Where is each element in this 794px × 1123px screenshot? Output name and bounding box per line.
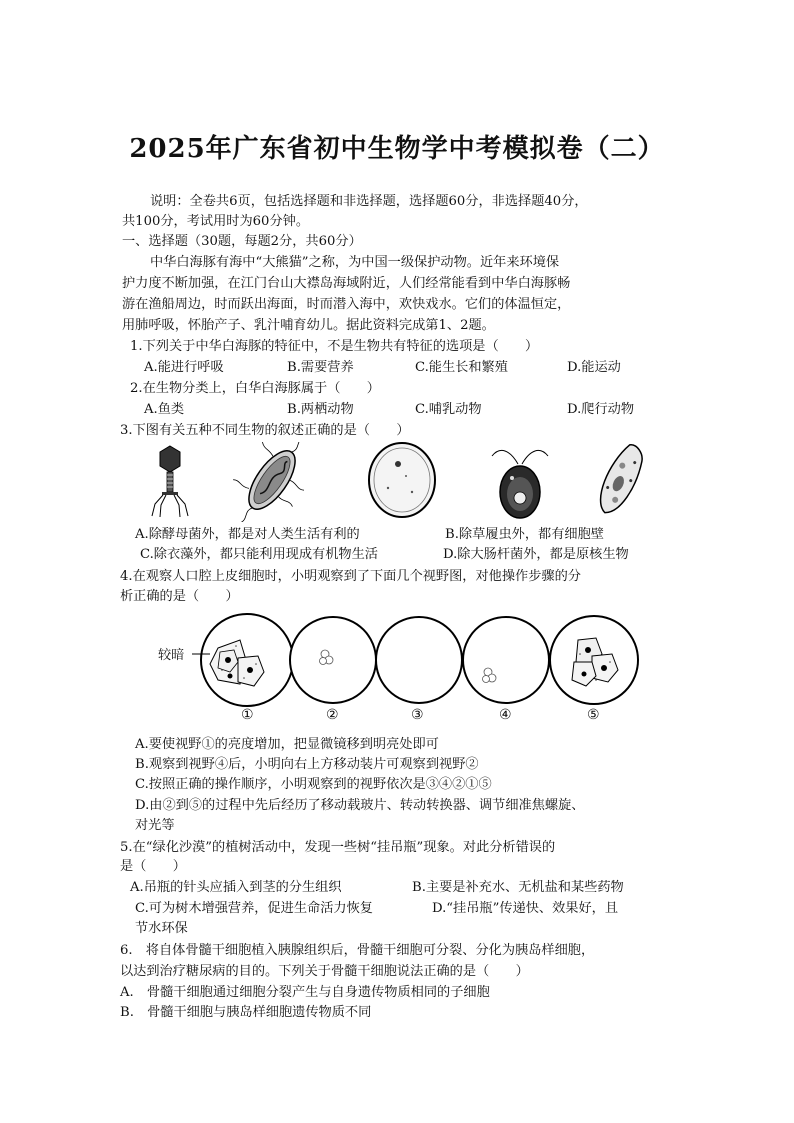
passage-line: 用肺呼吸，怀胎产子、乳汁哺育幼儿。据此资料完成第1、2题。 bbox=[122, 318, 495, 333]
passage-line: 中华白海豚有海中“大熊猫”之称，为中国一级保护动物。近年来环境保 bbox=[150, 255, 560, 270]
field-5-label: ⑤ bbox=[587, 707, 600, 723]
question-5-stem: 5.在“绿化沙漠”的植树活动中，发现一些树“挂吊瓶”现象。对此分析错误的 bbox=[120, 840, 556, 855]
passage-line: 游在渔船周边，时而跃出海面，时而潜入海中，欢快戏水。它们的体温恒定， bbox=[122, 297, 571, 312]
q6-option-b: B. 骨髓干细胞与胰岛样细胞遗传物质不同 bbox=[120, 1005, 372, 1020]
q5-option-d-cont: 节水环保 bbox=[135, 921, 188, 936]
q3-option-d: D.除大肠杆菌外，都是原核生物 bbox=[443, 547, 629, 562]
q4-option-d: D.由②到⑤的过程中先后经历了移动载玻片、转动转换器、调节细准焦螺旋、 bbox=[135, 798, 585, 813]
field-4-view bbox=[463, 617, 549, 703]
dark-label: 较暗 bbox=[158, 648, 185, 663]
q2-option-d: D.爬行动物 bbox=[567, 402, 635, 417]
field-4-label: ④ bbox=[499, 707, 512, 723]
q4-option-c: C.按照正确的操作顺序，小明观察到的视野依次是③④②①⑤ bbox=[135, 777, 492, 792]
field-3-label: ③ bbox=[411, 707, 424, 723]
question-6-stem: 6. 将自体骨髓干细胞植入胰腺组织后，骨髓干细胞可分裂、分化为胰岛样细胞， bbox=[120, 943, 595, 958]
field-1-view bbox=[192, 614, 293, 706]
intro-line: 说明：全卷共6页，包括选择题和非选择题，选择题60分，非选择题40分， bbox=[150, 194, 588, 209]
page-title: 2025年广东省初中生物学中考模拟卷（二） bbox=[129, 134, 665, 164]
q1-option-c: C.能生长和繁殖 bbox=[415, 360, 508, 375]
q2-option-a: A.鱼类 bbox=[144, 402, 185, 417]
q2-option-b: B.两栖动物 bbox=[287, 402, 354, 417]
q4-option-a: A.要使视野①的亮度增加，把显微镜移到明亮处即可 bbox=[135, 737, 439, 752]
field-5-view bbox=[550, 616, 638, 704]
q5-option-a: A.吊瓶的针头应插入到茎的分生组织 bbox=[130, 880, 342, 895]
q4-option-b: B.观察到视野④后，小明向右上方移动装片可观察到视野② bbox=[135, 757, 479, 772]
question-1-stem: 1.下列关于中华白海豚的特征中，不是生物共有特征的选项是（ ） bbox=[130, 339, 539, 354]
bacteriophage-icon bbox=[152, 446, 188, 517]
question-4-stem: 析正确的是（ ） bbox=[120, 589, 239, 604]
q5-option-c: C.可为树木增强营养，促进生命活力恢复 bbox=[135, 901, 373, 916]
q3-option-a: A.除酵母菌外，都是对人类生活有利的 bbox=[135, 527, 360, 542]
q1-option-a: A.能进行呼吸 bbox=[144, 360, 224, 375]
question-3-stem: 3.下图有关五种不同生物的叙述正确的是（ ） bbox=[120, 423, 410, 438]
q3-option-b: B.除草履虫外，都有细胞壁 bbox=[445, 527, 604, 542]
question-5-stem: 是（ ） bbox=[120, 859, 186, 874]
intro-line: 共100分，考试用时为60分钟。 bbox=[122, 214, 310, 229]
microscope-fields-figure bbox=[150, 610, 650, 725]
q5-option-d: D.“挂吊瓶”传递快、效果好，且 bbox=[432, 901, 619, 916]
field-2-label: ② bbox=[326, 707, 339, 723]
field-3-view bbox=[376, 617, 462, 703]
q1-option-b: B.需要营养 bbox=[287, 360, 354, 375]
yeast-cell-icon bbox=[369, 443, 435, 517]
bacterium-icon bbox=[215, 442, 329, 522]
section-heading: 一、选择题（30题，每题2分，共60分） bbox=[122, 234, 362, 249]
paramecium-icon bbox=[592, 442, 649, 519]
q4-option-d-cont: 对光等 bbox=[135, 818, 175, 833]
organisms-figure bbox=[140, 442, 660, 522]
q6-option-a: A. 骨髓干细胞通过细胞分裂产生与自身遗传物质相同的子细胞 bbox=[120, 985, 490, 1000]
chlamydomonas-icon bbox=[492, 450, 548, 518]
q1-option-d: D.能运动 bbox=[567, 360, 621, 375]
q3-option-c: C.除衣藻外，都只能利用现成有机物生活 bbox=[140, 547, 378, 562]
passage-line: 护力度不断加强，在江门台山大襟岛海域附近，人们经常能看到中华白海豚畅 bbox=[122, 276, 571, 291]
field-1-label: ① bbox=[241, 707, 254, 723]
field-2-view bbox=[290, 617, 376, 703]
question-4-stem: 4.在观察人口腔上皮细胞时，小明观察到了下面几个视野图，对他操作步骤的分 bbox=[120, 569, 581, 584]
q5-option-b: B.主要是补充水、无机盐和某些药物 bbox=[412, 880, 624, 895]
q2-option-c: C.哺乳动物 bbox=[415, 402, 482, 417]
question-6-stem: 以达到治疗糖尿病的目的。下列关于骨髓干细胞说法正确的是（ ） bbox=[120, 964, 529, 979]
question-2-stem: 2.在生物分类上，白华白海豚属于（ ） bbox=[130, 381, 380, 396]
